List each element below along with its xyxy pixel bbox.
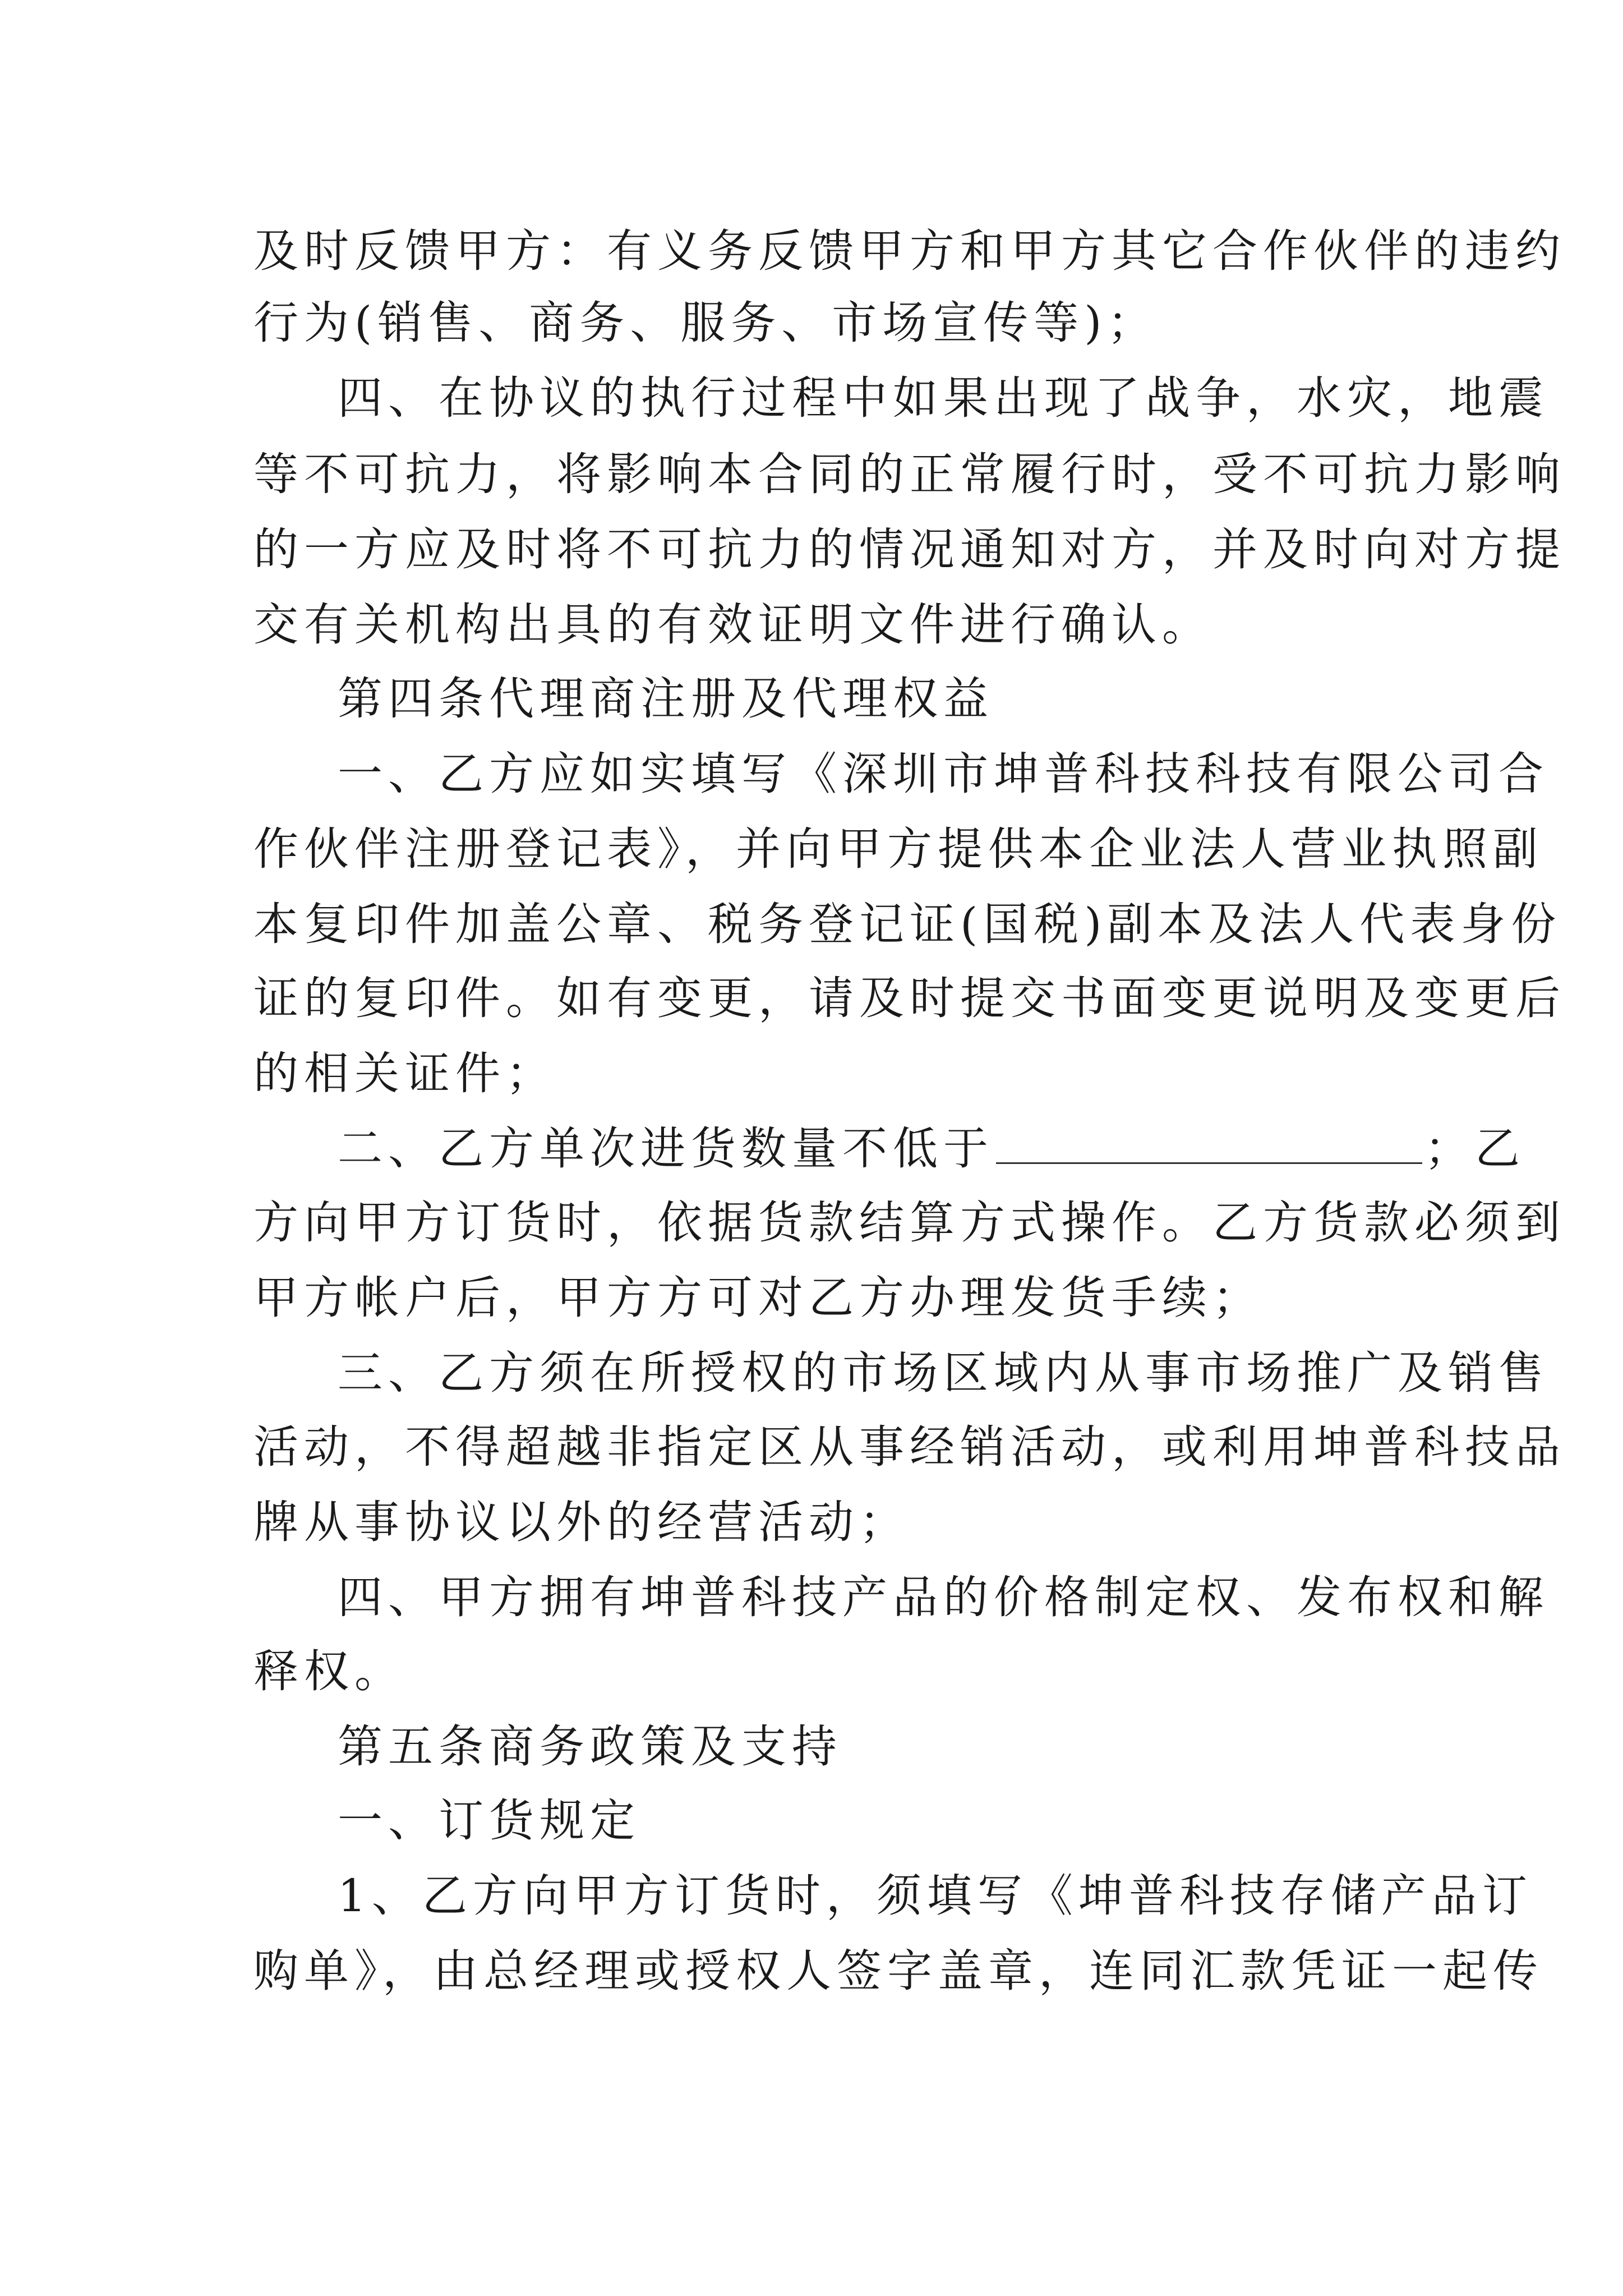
- text-line: 证的复印件。如有变更，请及时提交书面变更说明及变更后: [253, 972, 1566, 1024]
- text-line: 行为(销售、商务、服务、市场宣传等)；: [253, 297, 1158, 349]
- section-heading: 第四条代理商注册及代理权益: [338, 673, 994, 725]
- text-line: 交有关机构出具的有效证明文件进行确认。: [253, 599, 1212, 651]
- text-line: 本复印件加盖公章、税务登记证(国税)副本及法人代表身份: [253, 898, 1562, 950]
- subsection-heading: 一、订货规定: [338, 1795, 640, 1847]
- section-heading: 第五条商务政策及支持: [338, 1720, 842, 1773]
- paragraph-start: 四、在协议的执行过程中如果出现了战争，水灾，地震: [338, 372, 1549, 424]
- paragraph-start: 三、乙方须在所授权的市场区域内从事市场推广及销售: [338, 1347, 1549, 1399]
- text-line: 等不可抗力，将影响本合同的正常履行时，受不可抗力影响: [253, 448, 1566, 500]
- text-line: 及时反馈甲方：有义务反馈甲方和甲方其它合作伙伴的违约: [253, 225, 1566, 277]
- text-line: 活动，不得超越非指定区从事经销活动，或利用坤普科技品: [253, 1421, 1566, 1473]
- text-line: 购单》，由总经理或授权人签字盖章，连同汇款凭证一起传: [253, 1945, 1543, 1997]
- text-line: 作伙伴注册登记表》，并向甲方提供本企业法人营业执照副: [253, 823, 1543, 875]
- text-line: 甲方帐户后，甲方方可对乙方办理发货手续；: [253, 1272, 1263, 1324]
- fill-in-blank[interactable]: [996, 1123, 1422, 1164]
- text-segment: ；乙: [1424, 1122, 1525, 1175]
- text-line: 的一方应及时将不可抗力的情况通知对方，并及时向对方提: [253, 523, 1566, 576]
- text-line: 方向甲方订货时，依据货款结算方式操作。乙方货款必须到: [253, 1197, 1566, 1249]
- paragraph-start: 1、乙方向甲方订货时，须填写《坤普科技存储产品订: [338, 1870, 1533, 1922]
- paragraph-start: 四、甲方拥有坤普科技产品的价格制定权、发布权和解: [338, 1571, 1549, 1623]
- text-line: 释权。: [253, 1645, 405, 1697]
- paragraph-start: 一、乙方应如实填写《深圳市坤普科技科技有限公司合: [338, 748, 1549, 800]
- text-segment: 二、乙方单次进货数量不低于: [338, 1122, 994, 1175]
- text-line: 的相关证件；: [253, 1047, 556, 1099]
- text-line: 牌从事协议以外的经营活动；: [253, 1496, 910, 1548]
- paragraph-start: [338, 1121, 1525, 1177]
